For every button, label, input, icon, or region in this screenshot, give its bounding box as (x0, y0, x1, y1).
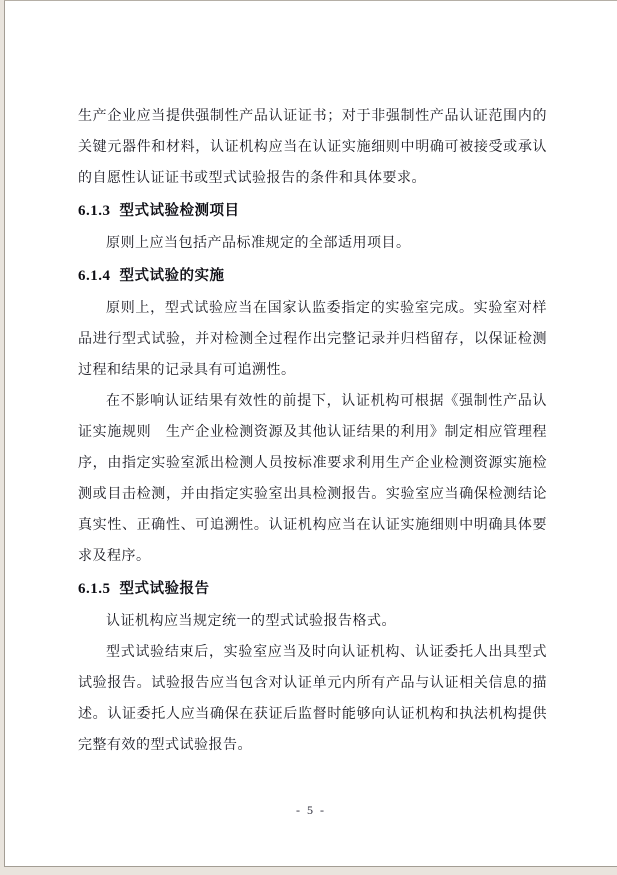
body-paragraph: 认证机构应当规定统一的型式试验报告格式。 (106, 614, 396, 629)
body-paragraph: 原则上应当包括产品标准规定的全部适用项目。 (106, 236, 411, 251)
heading-title: 型式试验报告 (119, 581, 210, 597)
heading-number: 6.1.3 (78, 203, 111, 219)
body-paragraph: 在不影响认证结果有效性的前提下，认证机构可根据《强制性产品认证实施规则 生产企业检测资源及其他认证结果的利用》制定相应管理程序，由指定实验室派出检测人员按标准要求利用生产企业检测资源实施检测或目击检测，并由指定实验室出具检测报告。实验室应当确保检测结论真实性、正确性、可追溯性。认证机构应当在认证实施细则中明确具体要求及程序。 (78, 394, 547, 564)
body-paragraph: 型式试验结束后，实验室应当及时向认证机构、认证委托人出具型式试验报告。试验报告应当包含对认证单元内所有产品与认证相关信息的描述。认证委托人应当确保在获证后监督时能够向认证机构和执法机构提供完整有效的型式试验报告。 (78, 645, 547, 753)
body-paragraph: 原则上，型式试验应当在国家认监委指定的实验室完成。实验室对样品进行型式试验，并对检测全过程作出完整记录并归档留存，以保证检测过程和结果的记录具有可追溯性。 (78, 301, 547, 378)
heading-number: 6.1.4 (78, 268, 111, 284)
heading-title: 型式试验检测项目 (119, 203, 240, 219)
page-content (78, 101, 547, 761)
section-heading-6-1-4 (78, 261, 547, 292)
body-paragraph-continuation: 生产企业应当提供强制性产品认证证书；对于非强制性产品认证范围内的关键元器件和材料，认证机构应当在认证实施细则中明确可被接受或承认的自愿性认证证书或型式试验报告的条件和具体要求。 (78, 109, 547, 186)
section-heading-6-1-3 (78, 196, 547, 227)
heading-number: 6.1.5 (78, 581, 111, 597)
document-page (4, 0, 617, 867)
heading-title: 型式试验的实施 (119, 268, 225, 284)
page-number: - 5 - (296, 803, 326, 817)
section-heading-6-1-5 (78, 574, 547, 605)
